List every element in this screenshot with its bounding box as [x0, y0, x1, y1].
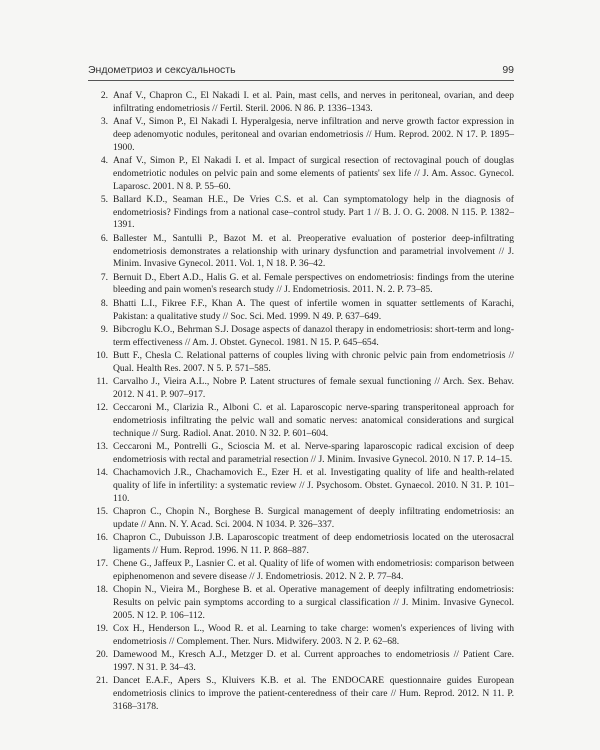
- reference-number: 18.: [96, 584, 108, 596]
- reference-text: Bernuit D., Ebert A.D., Halis G. et al. Female perspectives on endometriosis: findings from the uterine bleeding and pain women's research study // J. Endometriosis. 2011. N. 2. P. 73–85.: [113, 271, 514, 296]
- reference-text: Ceccaroni M., Pontrelli G., Scioscia M. et al. Nerve-sparing laparoscopic radical excision of deep endometriosis with rectal and parametrial resection // J. Minim. Invasive Gynecol. 2010. N 17. P. 14–15.: [113, 441, 514, 465]
- reference-item: [88, 675, 514, 713]
- reference-text: Chapron C., Dubuisson J.B. Laparoscopic treatment of deep endometriosis located on the uterosacral ligaments // Hum. Reprod. 1996. N 11. P. 868–887.: [113, 532, 514, 556]
- reference-text: Bhatti L.I., Fikree F.F., Khan A. The quest of infertile women in squatter settlements of Karachi, Pakistan: a qualitative study // Soc. Sci. Med. 1999. N 49. P. 637–649.: [113, 297, 514, 322]
- reference-item: [88, 324, 514, 350]
- reference-item: [88, 116, 514, 154]
- reference-number: 4.: [100, 154, 108, 166]
- reference-text: Cox H., Henderson L., Wood R. et al. Learning to take charge: women's experiences of living with endometriosis // Complement. Ther. Nurs. Midwifery. 2003. N 2. P. 62–68.: [113, 623, 514, 647]
- reference-text: Bibcroglu K.O., Behrman S.J. Dosage aspects of danazol therapy in endometriosis: short-term and long-term effectiveness // Am. J. Obstet. Gynecol. 1981. N 15. P. 645–654.: [113, 323, 514, 348]
- reference-item: [88, 272, 514, 298]
- reference-text: Butt F., Chesla C. Relational patterns of couples living with chronic pelvic pain from endometriosis // Qual. Health Res. 2007. N 5. P. 571–585.: [113, 349, 514, 374]
- reference-text: Ballard K.D., Seaman H.E., De Vries C.S. et al. Can symptomatology help in the diagnosis of endometriosis? Findings from a national case–control study. Part 1 // B. J. O. G. 2008. N 115. P. 1382–1391.: [113, 193, 514, 231]
- reference-item: [88, 376, 514, 402]
- reference-number: 7.: [100, 271, 108, 283]
- reference-number: 5.: [100, 193, 108, 205]
- reference-item: [88, 623, 514, 649]
- reference-text: Chapron C., Chopin N., Borghese B. Surgical management of deeply infiltrating endometriosis: an update // Ann. N. Y. Acad. Sci. 2004. N 1034. P. 326–337.: [113, 506, 514, 530]
- reference-number: 10.: [96, 349, 108, 361]
- reference-item: [88, 155, 514, 193]
- reference-item: [88, 558, 514, 584]
- reference-number: 14.: [96, 467, 108, 479]
- reference-item: [88, 649, 514, 675]
- reference-text: Ballester M., Santulli P., Bazot M. et al. Preoperative evaluation of posterior deep-infiltrating endometriosis demonstrates a relationship with urinary dysfunction and parametrial involvement // J. Minim. Invasive Gynecol. 2011. Vol. 1, N 18. P. 36–42.: [113, 232, 514, 270]
- running-title: Эндометриоз и сексуальность: [88, 64, 236, 76]
- reference-text: Anaf V., Simon P., El Nakadi I. et al. Impact of surgical resection of rectovaginal pouch of douglas endometriotic nodules on pelvic pain and some elements of patients' sex life // J. Am. Assoc. Gynecol. Laparosc. 2001. N 8. P. 55–60.: [113, 154, 514, 192]
- reference-text: Chopin N., Vieira M., Borghese B. et al. Operative management of deeply infiltrating endometriosis: Results on pelvic pain symptoms according to a surgical classification // J. Minim. Invasive Gynecol. 2005. N 12. P. 106–112.: [113, 584, 514, 621]
- reference-text: Chachamovich J.R., Chachamovich E., Ezer H. et al. Investigating quality of life and health-related quality of life in infertility: a systematic review // J. Psychosom. Obstet. Gynaecol. 2010. N 31. P. 101–110.: [113, 467, 514, 504]
- reference-number: 21.: [96, 675, 108, 687]
- reference-number: 17.: [96, 558, 108, 570]
- reference-number: 12.: [96, 402, 108, 414]
- reference-item: [88, 350, 514, 376]
- reference-number: 13.: [96, 441, 108, 453]
- reference-number: 20.: [96, 649, 108, 661]
- reference-text: Dancet E.A.F., Apers S., Kluivers K.B. et al. The ENDOCARE questionnaire guides European endometriosis clinics to improve the patient-centeredness of their care // Hum. Reprod. 2012. N 11. P. 3168–3178.: [113, 675, 514, 712]
- reference-item: [88, 467, 514, 505]
- reference-number: 2.: [100, 90, 108, 101]
- header-rule: [88, 80, 514, 81]
- reference-number: 19.: [96, 623, 108, 635]
- reference-item: [88, 506, 514, 532]
- reference-number: 9.: [100, 323, 108, 335]
- reference-item: [88, 298, 514, 324]
- reference-number: 8.: [100, 297, 108, 309]
- reference-text: Anaf V., Chapron C., El Nakadi I. et al. Pain, mast cells, and nerves in peritoneal, ovarian, and deep infiltrating endometriosis // Fertil. Steril. 2006. N 86. P. 1336–1343.: [113, 90, 514, 114]
- reference-item: [88, 233, 514, 271]
- reference-item: [88, 90, 514, 116]
- reference-list: [88, 90, 514, 714]
- reference-item: [88, 402, 514, 440]
- reference-text: Carvalho J., Vieira A.L., Nobre P. Latent structures of female sexual functioning // Arch. Sex. Behav. 2012. N 41. P. 907–917.: [113, 376, 514, 400]
- reference-item: [88, 532, 514, 558]
- reference-number: 15.: [96, 506, 108, 517]
- reference-text: Damewood M., Kresch A.J., Metzger D. et al. Current approaches to endometriosis // Patient Care. 1997. N 31. P. 34–43.: [113, 649, 514, 674]
- reference-item: [88, 194, 514, 232]
- reference-number: 16.: [96, 532, 108, 544]
- reference-text: Ceccaroni M., Clarizia R., Alboni C. et al. Laparoscopic nerve-sparing transperitoneal approach for endometriosis infiltrating the pelvic wall and somatic nerves: anatomical considerations and surgical technique // Surg. Radiol. Anat. 2010. N 32. P. 601–604.: [113, 402, 514, 439]
- reference-number: 11.: [96, 376, 108, 388]
- running-header: [88, 64, 514, 76]
- reference-text: Anaf V., Simon P., El Nakadi I. Hyperalgesia, nerve infiltration and nerve growth factor expression in deep adenomyotic nodules, peritoneal and ovarian endometriosis // Hum. Reprod. 2002. N 17. P. 1895–1900.: [113, 116, 514, 153]
- reference-number: 3.: [100, 116, 108, 128]
- reference-item: [88, 584, 514, 622]
- reference-number: 6.: [100, 232, 108, 244]
- reference-item: [88, 441, 514, 467]
- page-number: 99: [502, 64, 514, 76]
- reference-text: Chene G., Jaffeux P., Lasnier C. et al. Quality of life of women with endometriosis: comparison between epiphenomenon and severe disease // J. Endometriosis. 2012. N 2. P. 77–84.: [113, 558, 514, 582]
